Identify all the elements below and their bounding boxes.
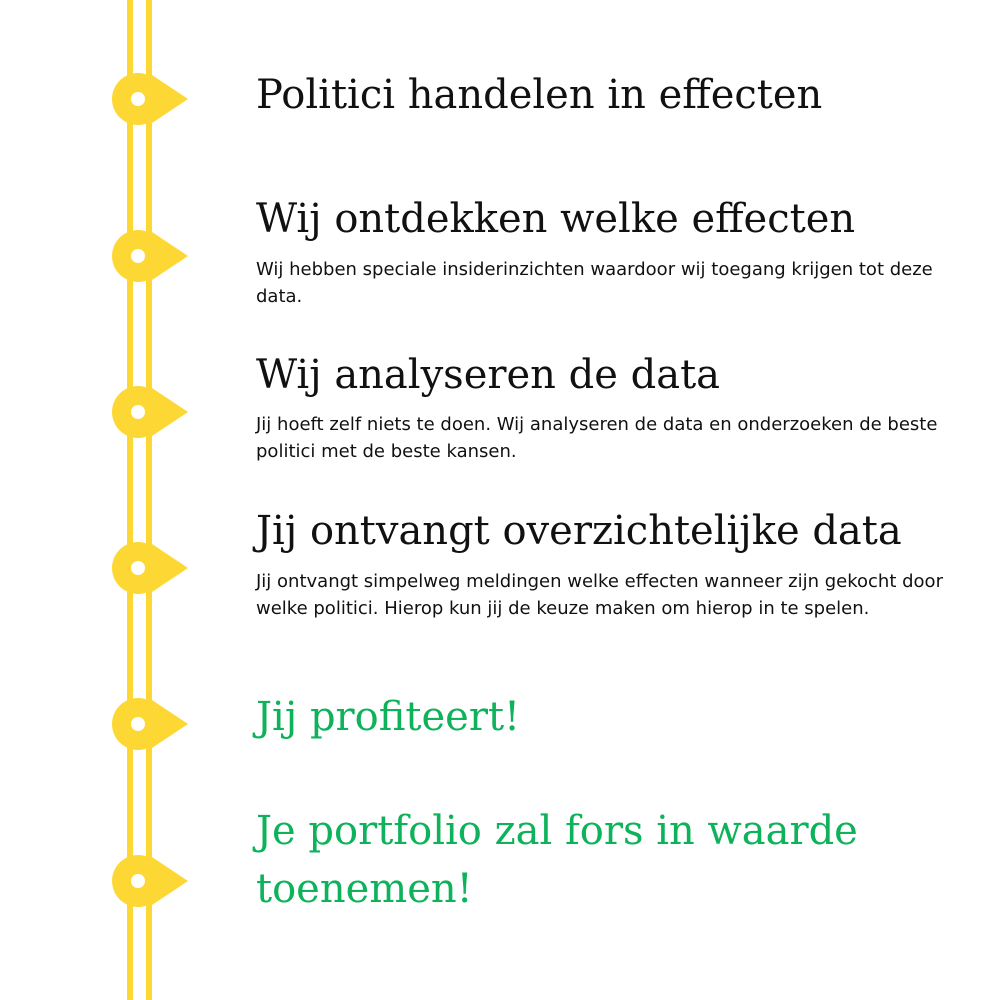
step-3-description: Jij hoeft zelf niets te doen. Wij analyseren de data en onderzoeken de beste politici met de beste kansen. [256, 414, 938, 462]
timeline-marker-2 [112, 230, 192, 282]
step-3-title: Wij analyseren de data [256, 352, 721, 398]
timeline-rail-right [146, 0, 152, 1000]
step-5-title: Jij profiteert! [256, 694, 521, 740]
timeline-marker-5 [112, 698, 192, 750]
step-4-title: Jij ontvangt overzichtelijke data [256, 508, 902, 554]
step-2-description: Wij hebben speciale insiderinzichten waardoor wij toegang krijgen tot deze data. [256, 259, 933, 307]
timeline-rail-left [127, 0, 133, 1000]
timeline-marker-4 [112, 542, 192, 594]
step-1-title: Politici handelen in effecten [256, 72, 823, 118]
step-6-title: Je portfolio zal fors in waarde toenemen! [256, 808, 858, 912]
step-4-description: Jij ontvangt simpelweg meldingen welke effecten wanneer zijn gekocht door welke politici. Hierop kun jij de keuze maken om hierop in te spelen. [256, 571, 943, 619]
timeline-marker-6 [112, 855, 192, 907]
timeline [0, 0, 200, 1000]
timeline-marker-3 [112, 386, 192, 438]
step-2-title: Wij ontdekken welke effecten [256, 196, 856, 242]
timeline-marker-1 [112, 73, 192, 125]
